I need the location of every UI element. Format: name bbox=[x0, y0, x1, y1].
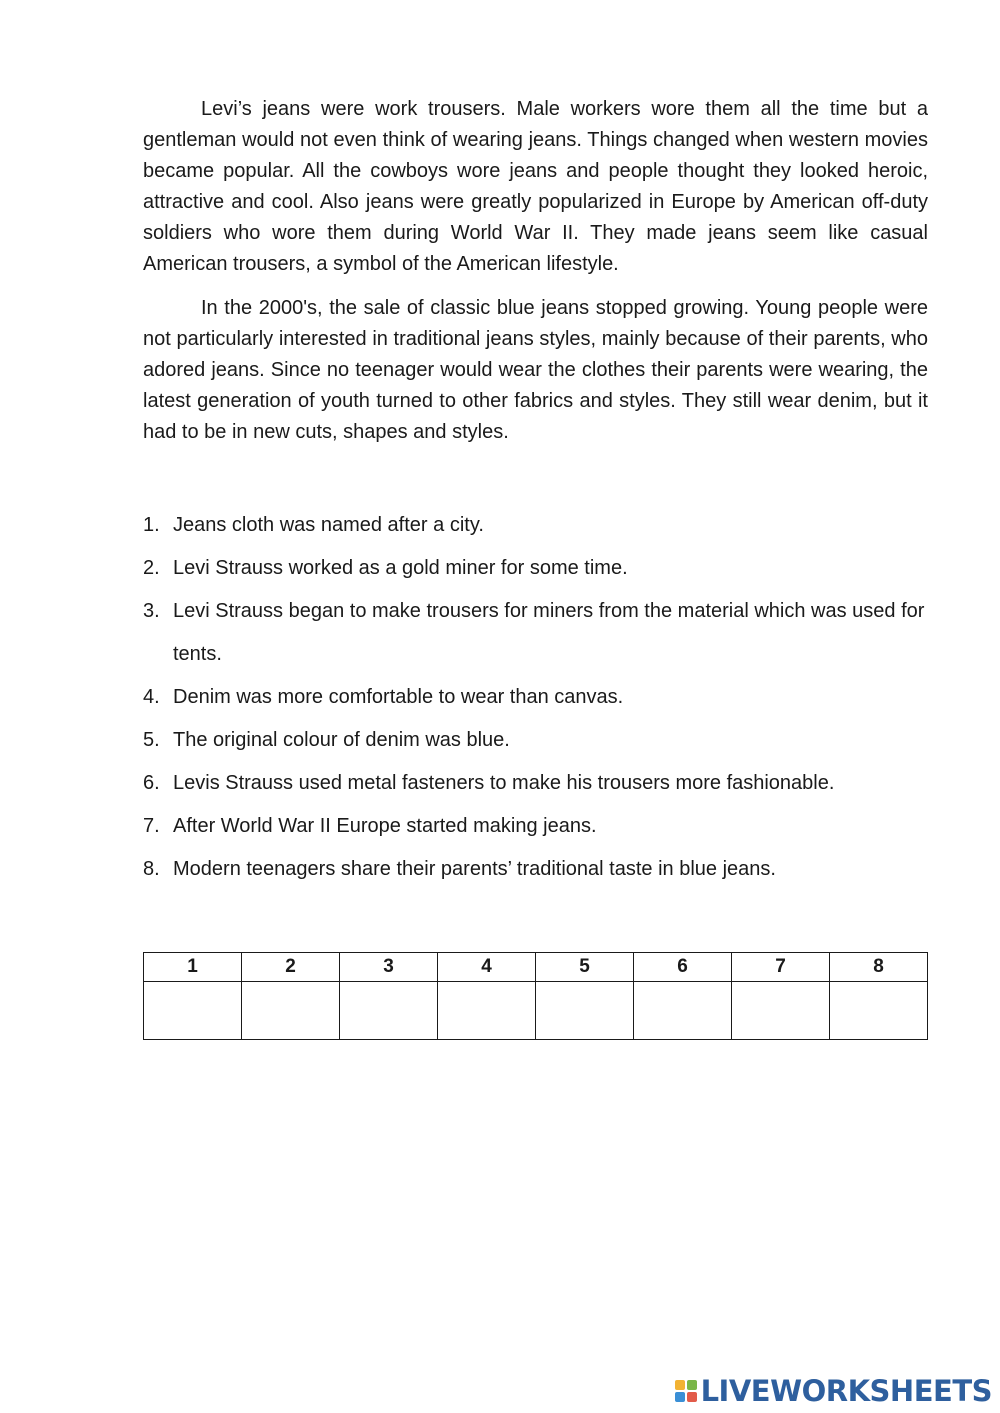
logo-square-yellow bbox=[675, 1380, 685, 1390]
logo-square-blue bbox=[675, 1392, 685, 1402]
statement-text: The original colour of denim was blue. bbox=[173, 729, 510, 751]
answer-header-7: 7 bbox=[732, 953, 830, 982]
statement-number: 4. bbox=[143, 686, 160, 708]
answer-header-4: 4 bbox=[438, 953, 536, 982]
logo-square-red bbox=[687, 1392, 697, 1402]
answer-cell-4 bbox=[438, 982, 536, 1040]
reading-paragraph-2: In the 2000's, the sale of classic blue jeans stopped growing. Young people were not particularly interested in traditional jeans styles, mainly because of their parents, who adored jeans. Since no teenager would wear the clothes their parents were wearing, the latest generation of youth turned to other fabrics and styles. They still wear denim, but it had to be in new cuts, shapes and styles. bbox=[143, 297, 928, 443]
statement-number: 6. bbox=[143, 772, 160, 794]
statement-text: Modern teenagers share their parents’ traditional taste in blue jeans. bbox=[173, 858, 776, 880]
worksheet-page bbox=[143, 94, 928, 977]
list-item bbox=[143, 590, 928, 676]
answer-input-6[interactable] bbox=[637, 990, 728, 1032]
answer-input-1[interactable] bbox=[147, 990, 238, 1032]
statement-number: 7. bbox=[143, 815, 160, 837]
answer-table-input-row bbox=[144, 982, 928, 1040]
answer-input-8[interactable] bbox=[833, 990, 924, 1032]
statement-list bbox=[143, 504, 928, 891]
list-item bbox=[143, 848, 928, 891]
logo-square-green bbox=[687, 1380, 697, 1390]
liveworksheets-logo[interactable] bbox=[675, 1373, 992, 1409]
list-item bbox=[143, 504, 928, 547]
statement-number: 3. bbox=[143, 600, 160, 622]
answer-cell-3 bbox=[340, 982, 438, 1040]
list-item bbox=[143, 805, 928, 848]
answer-header-3: 3 bbox=[340, 953, 438, 982]
statement-number: 8. bbox=[143, 858, 160, 880]
list-item bbox=[143, 719, 928, 762]
answer-header-5: 5 bbox=[536, 953, 634, 982]
statement-text: Levi Strauss worked as a gold miner for some time. bbox=[173, 557, 628, 579]
answer-cell-8 bbox=[830, 982, 928, 1040]
answer-input-2[interactable] bbox=[245, 990, 336, 1032]
statement-number: 2. bbox=[143, 557, 160, 579]
answer-cell-5 bbox=[536, 982, 634, 1040]
statement-text: Denim was more comfortable to wear than canvas. bbox=[173, 686, 624, 708]
answer-input-4[interactable] bbox=[441, 990, 532, 1032]
answer-header-8: 8 bbox=[830, 953, 928, 982]
answer-input-5[interactable] bbox=[539, 990, 630, 1032]
answer-header-6: 6 bbox=[634, 953, 732, 982]
statement-text: After World War II Europe started making jeans. bbox=[173, 815, 597, 837]
answer-input-3[interactable] bbox=[343, 990, 434, 1032]
liveworksheets-logo-text: LIVEWORKSHEETS bbox=[700, 1374, 992, 1408]
answer-cell-2 bbox=[242, 982, 340, 1040]
statement-text: Jeans cloth was named after a city. bbox=[173, 514, 484, 536]
statement-text: Levis Strauss used metal fasteners to make his trousers more fashionable. bbox=[173, 772, 835, 794]
answer-table bbox=[143, 952, 928, 1040]
answer-cell-6 bbox=[634, 982, 732, 1040]
answer-cell-7 bbox=[732, 982, 830, 1040]
liveworksheets-logo-icon bbox=[675, 1380, 697, 1402]
answer-header-1: 1 bbox=[144, 953, 242, 982]
answer-cell-1 bbox=[144, 982, 242, 1040]
answer-table-header-row bbox=[144, 953, 928, 982]
statement-number: 1. bbox=[143, 514, 160, 536]
statement-text: Levi Strauss began to make trousers for miners from the material which was used for tents. bbox=[173, 600, 925, 665]
reading-paragraph-1: Levi’s jeans were work trousers. Male workers wore them all the time but a gentleman would not even think of wearing jeans. Things changed when western movies became popular. All the cowboys wore jeans and people thought they looked heroic, attractive and cool. Also jeans were greatly popularized in Europe by American off-duty soldiers who wore them during World War II. They made jeans seem like casual American trousers, a symbol of the American lifestyle. bbox=[143, 98, 928, 275]
list-item bbox=[143, 676, 928, 719]
list-item bbox=[143, 762, 928, 805]
list-item bbox=[143, 547, 928, 590]
answer-input-7[interactable] bbox=[735, 990, 826, 1032]
answer-header-2: 2 bbox=[242, 953, 340, 982]
statement-number: 5. bbox=[143, 729, 160, 751]
